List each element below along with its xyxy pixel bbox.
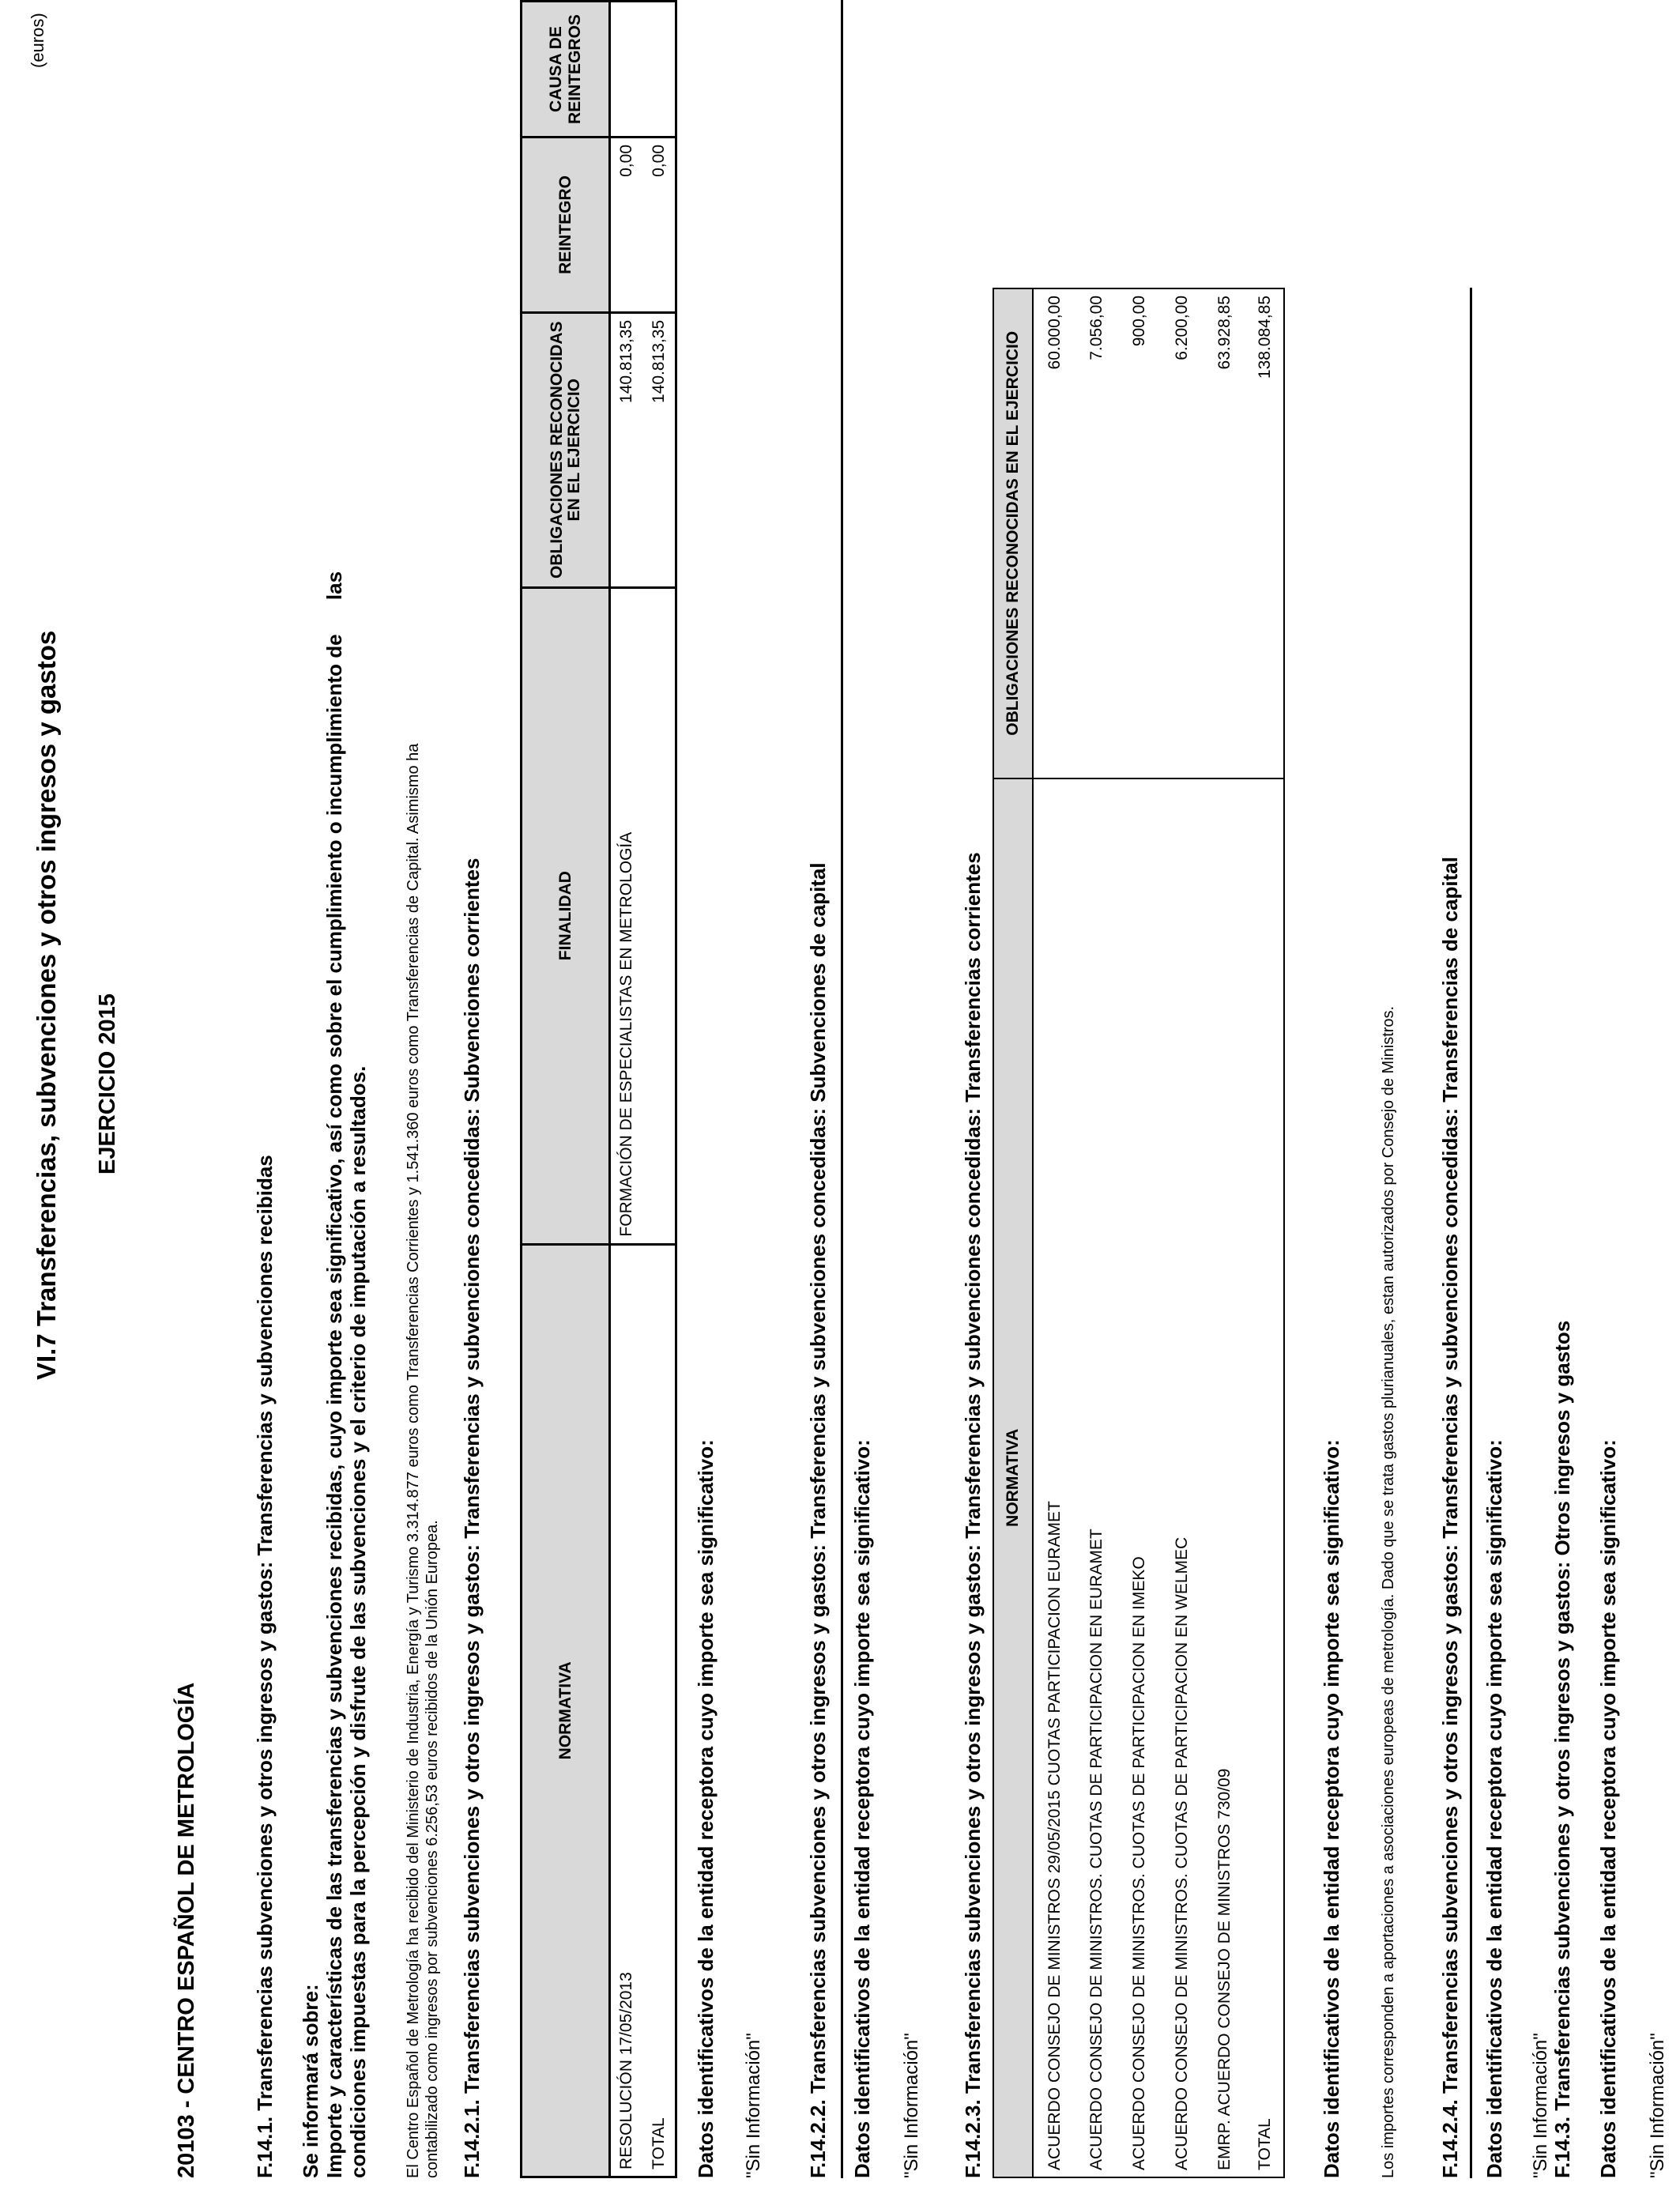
f143-heading: F.14.3. Transferencias subvenciones y otros ingresos y gastos: Otros ingresos y gastos [1550, 1320, 1574, 2178]
cell-obligaciones: 60.000,00 [1033, 288, 1075, 778]
f1422-receptor-heading: Datos identificativos de la entidad receptora cuyo importe sea significativo: [850, 1439, 874, 2178]
f1422-heading: F.14.2.2. Transferencias subvenciones y otros ingresos y gastos: Transferencias y subvenciones concedidas: Subvenciones de capital [806, 862, 830, 2178]
col-obligaciones: OBLIGACIONES RECONOCIDAS EN EL EJERCICIO [522, 312, 610, 587]
cell-obligaciones: 63.928,85 [1203, 288, 1246, 778]
col-finalidad: FINALIDAD [522, 587, 610, 1244]
cell-causa [643, 2, 676, 138]
f141-inform-line1: Importe y características de las transferencias y subvenciones recibidas, cuyo importe sea significativo, así como sobre el cumplimiento o incumplimiento de las [322, 571, 346, 2178]
col-causa: CAUSA DE REINTEGROS [522, 2, 610, 138]
f1424-receptor-value: "Sin Información" [1530, 2033, 1551, 2178]
cell-normativa: TOTAL [643, 1244, 676, 2177]
f141-heading: F.14.1. Transferencias subvenciones y otros ingresos y gastos: Transferencias y subvenciones recibidas [253, 1155, 277, 2178]
cell-obligaciones: 140.813,35 [643, 312, 676, 587]
entity-name: 20103 - CENTRO ESPAÑOL DE METROLOGÍA [174, 1682, 199, 2178]
f1421-table [520, 0, 677, 2178]
cell-obligaciones: 7.056,00 [1075, 288, 1118, 778]
f141-note-line1: El Centro Español de Metrología ha recibido del Ministerio de Industria, Energía y Turismo 3.314.877 euros como Transferencias Corrientes y 1.541.360 euros como Transferencias de Capital. Asimismo ha [405, 743, 422, 2178]
f1423-heading: F.14.2.3. Transferencias subvenciones y otros ingresos y gastos: Transferencias y subvenciones concedidas: Transferencias corrientes [961, 852, 985, 2178]
table-header-row [522, 2, 610, 2177]
table-row-total [1246, 288, 1284, 2177]
cell-normativa: EMRP. ACUERDO CONSEJO DE MINISTROS 730/09 [1203, 778, 1246, 2177]
f141-inform-line2: condiciones impuestas para la percepción y disfrute de las subvenciones y el criterio de imputación a resultados. [346, 1065, 370, 2178]
table-row [1118, 288, 1161, 2177]
cell-reintegro: 0,00 [643, 138, 676, 313]
cell-normativa: ACUERDO CONSEJO DE MINISTROS. CUOTAS DE PARTICIPACION EN IMEKO [1118, 778, 1161, 2177]
f1423-receptor-note: Los importes corresponden a aportaciones a asociaciones europeas de metrología. Dado que se trata gastos plurianuales, estan autorizados por Consejo de Ministros. [1380, 1005, 1397, 2178]
cell-obligaciones: 6.200,00 [1161, 288, 1203, 778]
unit-label: (euros) [28, 13, 47, 68]
f141-inform-label: Se informará sobre: [299, 1984, 322, 2178]
col-obligaciones: OBLIGACIONES RECONOCIDAS EN EL EJERCICIO [993, 288, 1033, 778]
f143-receptor-value: "Sin Información" [1647, 2033, 1668, 2178]
col-reintegro: REINTEGRO [522, 138, 610, 313]
f1423-receptor-heading: Datos identificativos de la entidad receptora cuyo importe sea significativo: [1320, 1439, 1343, 2178]
cell-obligaciones: 138.084,85 [1246, 288, 1284, 778]
cell-normativa: ACUERDO CONSEJO DE MINISTROS. CUOTAS DE PARTICIPACION EN EURAMET [1075, 778, 1118, 2177]
cell-normativa: RESOLUCIÓN 17/05/2013 [610, 1244, 643, 2177]
f143-receptor-heading: Datos identificativos de la entidad receptora cuyo importe sea significativo: [1596, 1439, 1620, 2178]
cell-normativa: TOTAL [1246, 778, 1284, 2177]
table-header-row [993, 288, 1033, 2177]
f1423-table [993, 288, 1285, 2178]
f1424-receptor-heading: Datos identificativos de la entidad receptora cuyo importe sea significativo: [1482, 1439, 1506, 2178]
cell-causa [610, 2, 643, 138]
cell-obligaciones: 140.813,35 [610, 312, 643, 587]
table-row-total [643, 2, 676, 2177]
table-row [610, 2, 643, 2177]
section-divider [841, 0, 843, 2178]
cell-normativa: ACUERDO CONSEJO DE MINISTROS 29/05/2015 CUOTAS PARTICIPACION EURAMET [1033, 778, 1075, 2177]
page-title: VI.7 Transferencias, subvenciones y otros ingresos y gastos [32, 630, 61, 1380]
f1421-receptor-value: "Sin Información" [743, 2033, 764, 2178]
f1421-receptor-heading: Datos identificativos de la entidad receptora cuyo importe sea significativo: [694, 1439, 718, 2178]
f1424-heading: F.14.2.4. Transferencias subvenciones y otros ingresos y gastos: Transferencias y subvenciones concedidas: Transferencias de capital [1438, 857, 1462, 2178]
cell-obligaciones: 900,00 [1118, 288, 1161, 778]
col-normativa: NORMATIVA [993, 778, 1033, 2177]
table-row [1203, 288, 1246, 2177]
table-row [1033, 288, 1075, 2177]
cell-reintegro: 0,00 [610, 138, 643, 313]
col-normativa: NORMATIVA [522, 1244, 610, 2177]
cell-normativa: ACUERDO CONSEJO DE MINISTROS. CUOTAS DE PARTICIPACION EN WELMEC [1161, 778, 1203, 2177]
f1421-heading: F.14.2.1. Transferencias subvenciones y otros ingresos y gastos: Transferencias y subvenciones concedidas: Subvenciones corrientes [460, 858, 484, 2178]
f141-note-line2: contabilizado como ingresos por subvenciones 6.256,53 euros recibidos de la Unión Europea. [424, 1520, 441, 2178]
f1422-receptor-value: "Sin Información" [901, 2033, 922, 2178]
cell-finalidad: FORMACIÓN DE ESPECIALISTAS EN METROLOGÍA [610, 587, 643, 1244]
exercise-label: EJERCICIO 2015 [95, 993, 120, 1174]
section-divider [1470, 288, 1472, 2178]
table-row [1075, 288, 1118, 2177]
cell-finalidad [643, 587, 676, 1244]
table-row [1161, 288, 1203, 2177]
